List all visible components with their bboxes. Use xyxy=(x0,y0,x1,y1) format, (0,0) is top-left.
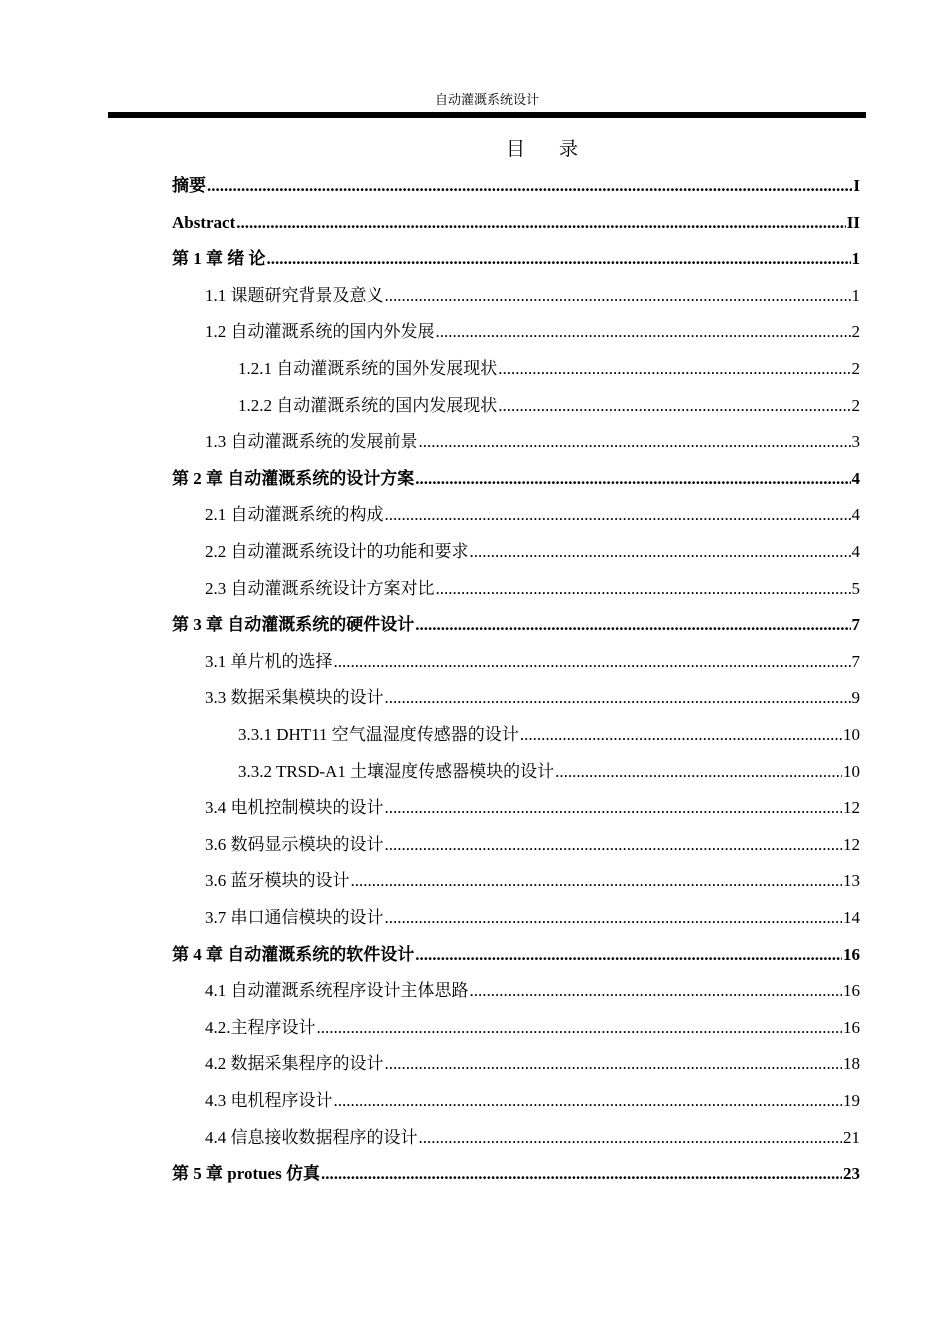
toc-dot-leader xyxy=(436,571,851,607)
toc-entry-title: 第 1 章 绪 论 xyxy=(172,249,266,269)
toc-dot-leader xyxy=(419,1120,843,1156)
toc-dot-leader xyxy=(415,461,850,497)
toc-entry-title: 1.1 课题研究背景及意义 xyxy=(205,285,384,305)
toc-entry-title: 3.3 数据采集模块的设计 xyxy=(205,688,384,708)
toc-entry-page: 5 xyxy=(851,578,860,598)
toc-dot-leader xyxy=(470,534,851,570)
toc-entry-title: 摘要 xyxy=(172,176,206,195)
toc-dot-leader xyxy=(236,205,846,241)
toc-entry[interactable] xyxy=(172,607,860,643)
toc-entry-title: 4.4 信息接收数据程序的设计 xyxy=(205,1127,418,1147)
toc-entry-title: 3.7 串口通信模块的设计 xyxy=(205,908,384,927)
toc-entry-page: I xyxy=(853,176,860,195)
toc-dot-leader xyxy=(498,388,850,424)
toc-entry-title: 1.2 自动灌溉系统的国内外发展 xyxy=(205,322,435,342)
toc-entry[interactable] xyxy=(238,754,860,790)
toc-entry[interactable] xyxy=(172,461,860,497)
toc-entry[interactable] xyxy=(205,314,860,350)
toc-entry-page: 23 xyxy=(843,1164,860,1184)
toc-entry[interactable] xyxy=(172,205,860,241)
toc-entry[interactable] xyxy=(205,1120,860,1156)
toc-entry-page: 13 xyxy=(843,871,860,891)
toc-entry-page: 18 xyxy=(843,1054,860,1074)
toc-dot-leader xyxy=(351,863,843,899)
toc-dot-leader xyxy=(385,278,851,314)
toc-entry[interactable] xyxy=(205,790,860,826)
toc-entry-page: 21 xyxy=(843,1127,860,1147)
toc-dot-leader xyxy=(317,1010,843,1046)
toc-entry-title: 3.3.2 TRSD-A1 土壤湿度传感器模块的设计 xyxy=(238,761,555,781)
toc-entry-page: 7 xyxy=(851,651,860,671)
toc-heading-right: 录 xyxy=(559,139,579,160)
toc-entry[interactable] xyxy=(205,680,860,716)
toc-dot-leader xyxy=(385,790,843,826)
toc-entry-title: 4.1 自动灌溉系统程序设计主体思路 xyxy=(205,981,469,1001)
toc-dot-leader xyxy=(385,497,851,533)
toc-entry-title: 4.2 数据采集程序的设计 xyxy=(205,1054,384,1074)
toc-dot-leader xyxy=(385,827,843,863)
toc-entry-page: 10 xyxy=(843,725,860,744)
toc-entry-title: 1.3 自动灌溉系统的发展前景 xyxy=(205,432,418,452)
toc-entry-title: 2.2 自动灌溉系统设计的功能和要求 xyxy=(205,542,469,561)
toc-entry-page: 4 xyxy=(851,542,860,561)
toc-entry-title: 2.1 自动灌溉系统的构成 xyxy=(205,505,384,525)
toc-entry-page: 9 xyxy=(851,688,860,708)
header-divider xyxy=(108,112,866,118)
toc-entry-page: 19 xyxy=(843,1091,860,1110)
toc-dot-leader xyxy=(415,937,842,973)
toc-entry[interactable] xyxy=(238,351,860,387)
toc-entry-page: 10 xyxy=(843,761,860,781)
toc-entry-page: II xyxy=(846,212,860,232)
toc-entry-title: Abstract xyxy=(172,212,236,232)
toc-entry-page: 1 xyxy=(851,285,860,305)
toc-entry[interactable] xyxy=(205,1046,860,1082)
toc-entry-title: 第 5 章 protues 仿真 xyxy=(172,1164,320,1184)
toc-entry[interactable] xyxy=(205,571,860,607)
toc-entry[interactable] xyxy=(205,973,860,1009)
toc-entry-page: 3 xyxy=(851,432,860,452)
toc-entry-title: 3.3.1 DHT11 空气温湿度传感器的设计 xyxy=(238,725,519,744)
toc-dot-leader xyxy=(555,754,842,790)
toc-dot-leader xyxy=(385,900,843,936)
toc-dot-leader xyxy=(385,680,851,716)
toc-entry-title: 3.6 蓝牙模块的设计 xyxy=(205,871,350,891)
toc-dot-leader xyxy=(419,424,851,460)
toc-entry-page: 2 xyxy=(851,359,860,378)
toc-dot-leader xyxy=(415,607,850,643)
running-header: 自动灌溉系统设计 xyxy=(434,92,539,107)
toc-entry[interactable] xyxy=(172,1156,860,1192)
toc-entry-page: 12 xyxy=(843,798,860,818)
toc-entry-title: 第 3 章 自动灌溉系统的硬件设计 xyxy=(172,615,415,635)
toc-entry-page: 4 xyxy=(851,468,860,488)
toc-entry[interactable] xyxy=(205,497,860,533)
toc-dot-leader xyxy=(498,351,850,387)
toc-entry-title: 3.4 电机控制模块的设计 xyxy=(205,798,384,818)
toc-heading-left: 目 xyxy=(505,139,525,160)
toc-entry[interactable] xyxy=(205,827,860,863)
toc-entry-page: 16 xyxy=(843,1017,860,1037)
toc-entry-page: 7 xyxy=(851,615,860,635)
toc-dot-leader xyxy=(520,717,842,753)
toc-entry[interactable] xyxy=(205,644,860,680)
toc-entry[interactable] xyxy=(238,717,860,753)
toc-entry[interactable] xyxy=(238,388,860,424)
toc-entry-title: 4.2.主程序设计 xyxy=(205,1017,316,1037)
toc-entry-page: 1 xyxy=(851,249,860,269)
toc-dot-leader xyxy=(321,1156,842,1192)
toc-entry-title: 1.2.1 自动灌溉系统的国外发展现状 xyxy=(238,359,498,378)
toc-entry[interactable] xyxy=(205,863,860,899)
toc-dot-leader xyxy=(334,644,851,680)
toc-dot-leader xyxy=(267,241,851,277)
toc-entry-page: 2 xyxy=(851,395,860,415)
toc-entry[interactable] xyxy=(172,937,860,973)
toc-entry[interactable] xyxy=(205,1083,860,1119)
toc-entry-title: 3.1 单片机的选择 xyxy=(205,651,333,671)
toc-entry-title: 第 4 章 自动灌溉系统的软件设计 xyxy=(172,944,415,964)
toc-dot-leader xyxy=(436,314,851,350)
toc-entry[interactable] xyxy=(205,1010,860,1046)
toc-entry-title: 3.6 数码显示模块的设计 xyxy=(205,834,384,854)
toc-entry[interactable] xyxy=(205,534,860,570)
toc-dot-leader xyxy=(470,973,843,1009)
toc-dot-leader xyxy=(207,168,852,204)
toc-entry-page: 16 xyxy=(843,944,860,964)
toc-entry-page: 4 xyxy=(851,505,860,525)
toc-entry-page: 14 xyxy=(843,908,860,927)
toc-entry-title: 第 2 章 自动灌溉系统的设计方案 xyxy=(172,468,415,488)
toc-dot-leader xyxy=(385,1046,843,1082)
toc-entry-page: 2 xyxy=(851,322,860,342)
toc-entry[interactable] xyxy=(172,168,860,204)
toc-entry-title: 4.3 电机程序设计 xyxy=(205,1091,333,1110)
toc-entry[interactable] xyxy=(205,900,860,936)
toc-entry[interactable] xyxy=(205,424,860,460)
toc-entry[interactable] xyxy=(172,241,860,277)
toc-entry-title: 2.3 自动灌溉系统设计方案对比 xyxy=(205,578,435,598)
toc-entry-page: 16 xyxy=(843,981,860,1001)
toc-entry-page: 12 xyxy=(843,834,860,854)
toc-entry[interactable] xyxy=(205,278,860,314)
toc-dot-leader xyxy=(334,1083,843,1119)
toc-heading xyxy=(108,138,950,162)
toc-entry-title: 1.2.2 自动灌溉系统的国内发展现状 xyxy=(238,395,498,415)
